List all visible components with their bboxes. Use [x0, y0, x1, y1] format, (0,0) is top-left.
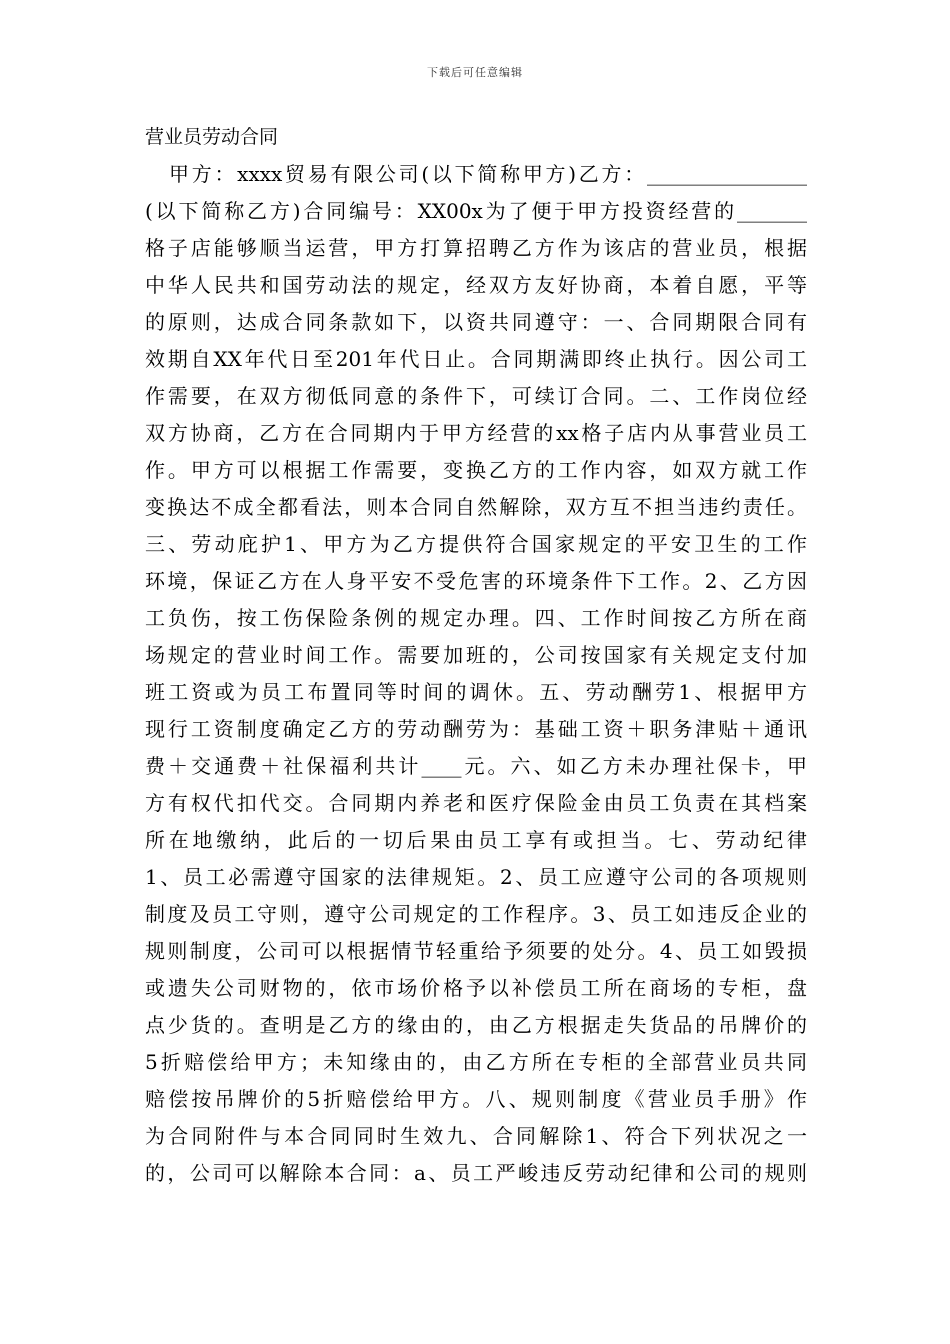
body-line: 场规定的营业时间工作。需要加班的，公司按国家有关规定支付加 [145, 643, 807, 667]
body-line: 的原则，达成合同条款如下，以资共同遵守：一、合同期限合同有 [145, 310, 807, 334]
body-line: 班工资或为员工布置同等时间的调休。五、劳动酬劳1、根据甲方 [145, 680, 807, 704]
body-line: 工负伤，按工伤保险条例的规定办理。四、工作时间按乙方所在商 [145, 606, 807, 630]
document-title: 营业员劳动合同 [145, 126, 279, 148]
body-line: 规则制度，公司可以根据情节轻重给予须要的处分。4、员工如毁损 [145, 939, 807, 963]
body-line: 点少货的。查明是乙方的缘由的，由乙方根据走失货品的吊牌价的 [145, 1013, 807, 1037]
body-line: 环境，保证乙方在人身平安不受危害的环境条件下工作。2、乙方因 [145, 569, 807, 593]
body-line: (以下简称乙方)合同编号：XX00x为了便于甲方投资经营的_______ [145, 199, 807, 223]
body-line: 1、员工必需遵守国家的法律规矩。2、员工应遵守公司的各项规则 [145, 865, 807, 889]
body-line: 甲方：xxxx贸易有限公司(以下简称甲方)乙方：________________ [169, 162, 807, 186]
body-line: 为合同附件与本合同同时生效九、合同解除1、符合下列状况之一 [145, 1124, 807, 1148]
body-line: 所在地缴纳，此后的一切后果由员工享有或担当。七、劳动纪律 [145, 828, 807, 852]
page-header-note: 下载后可任意编辑 [427, 66, 523, 79]
body-line: 中华人民共和国劳动法的规定，经双方友好协商，本着自愿，平等 [145, 273, 807, 297]
body-line: 制度及员工守则，遵守公司规定的工作程序。3、员工如违反企业的 [145, 902, 807, 926]
body-line: 作需要，在双方彻低同意的条件下，可续订合同。二、工作岗位经 [145, 384, 807, 408]
body-line: 作。甲方可以根据工作需要，变换乙方的工作内容，如双方就工作 [145, 458, 807, 482]
body-line: 方有权代扣代交。合同期内养老和医疗保险金由员工负责在其档案 [145, 791, 807, 815]
body-line: 格子店能够顺当运营，甲方打算招聘乙方作为该店的营业员，根据 [145, 236, 807, 260]
body-line: 费＋交通费＋社保福利共计____元。六、如乙方未办理社保卡，甲 [145, 754, 807, 778]
body-line: 变换达不成全都看法，则本合同自然解除，双方互不担当违约责任。 [145, 495, 807, 519]
body-line: 的，公司可以解除本合同：a、员工严峻违反劳动纪律和公司的规则 [145, 1161, 807, 1185]
body-line: 现行工资制度确定乙方的劳动酬劳为：基础工资＋职务津贴＋通讯 [145, 717, 807, 741]
document-body [145, 156, 807, 1192]
body-line: 双方协商，乙方在合同期内于甲方经营的xx格子店内从事营业员工 [145, 421, 807, 445]
body-line: 赔偿按吊牌价的5折赔偿给甲方。八、规则制度《营业员手册》作 [145, 1087, 807, 1111]
body-line: 三、劳动庇护1、甲方为乙方提供符合国家规定的平安卫生的工作 [145, 532, 807, 556]
body-line: 5折赔偿给甲方；未知缘由的，由乙方所在专柜的全部营业员共同 [145, 1050, 807, 1074]
body-line: 效期自XX年代日至201年代日止。合同期满即终止执行。因公司工 [145, 347, 807, 371]
body-line: 或遗失公司财物的，依市场价格予以补偿员工所在商场的专柜，盘 [145, 976, 807, 1000]
